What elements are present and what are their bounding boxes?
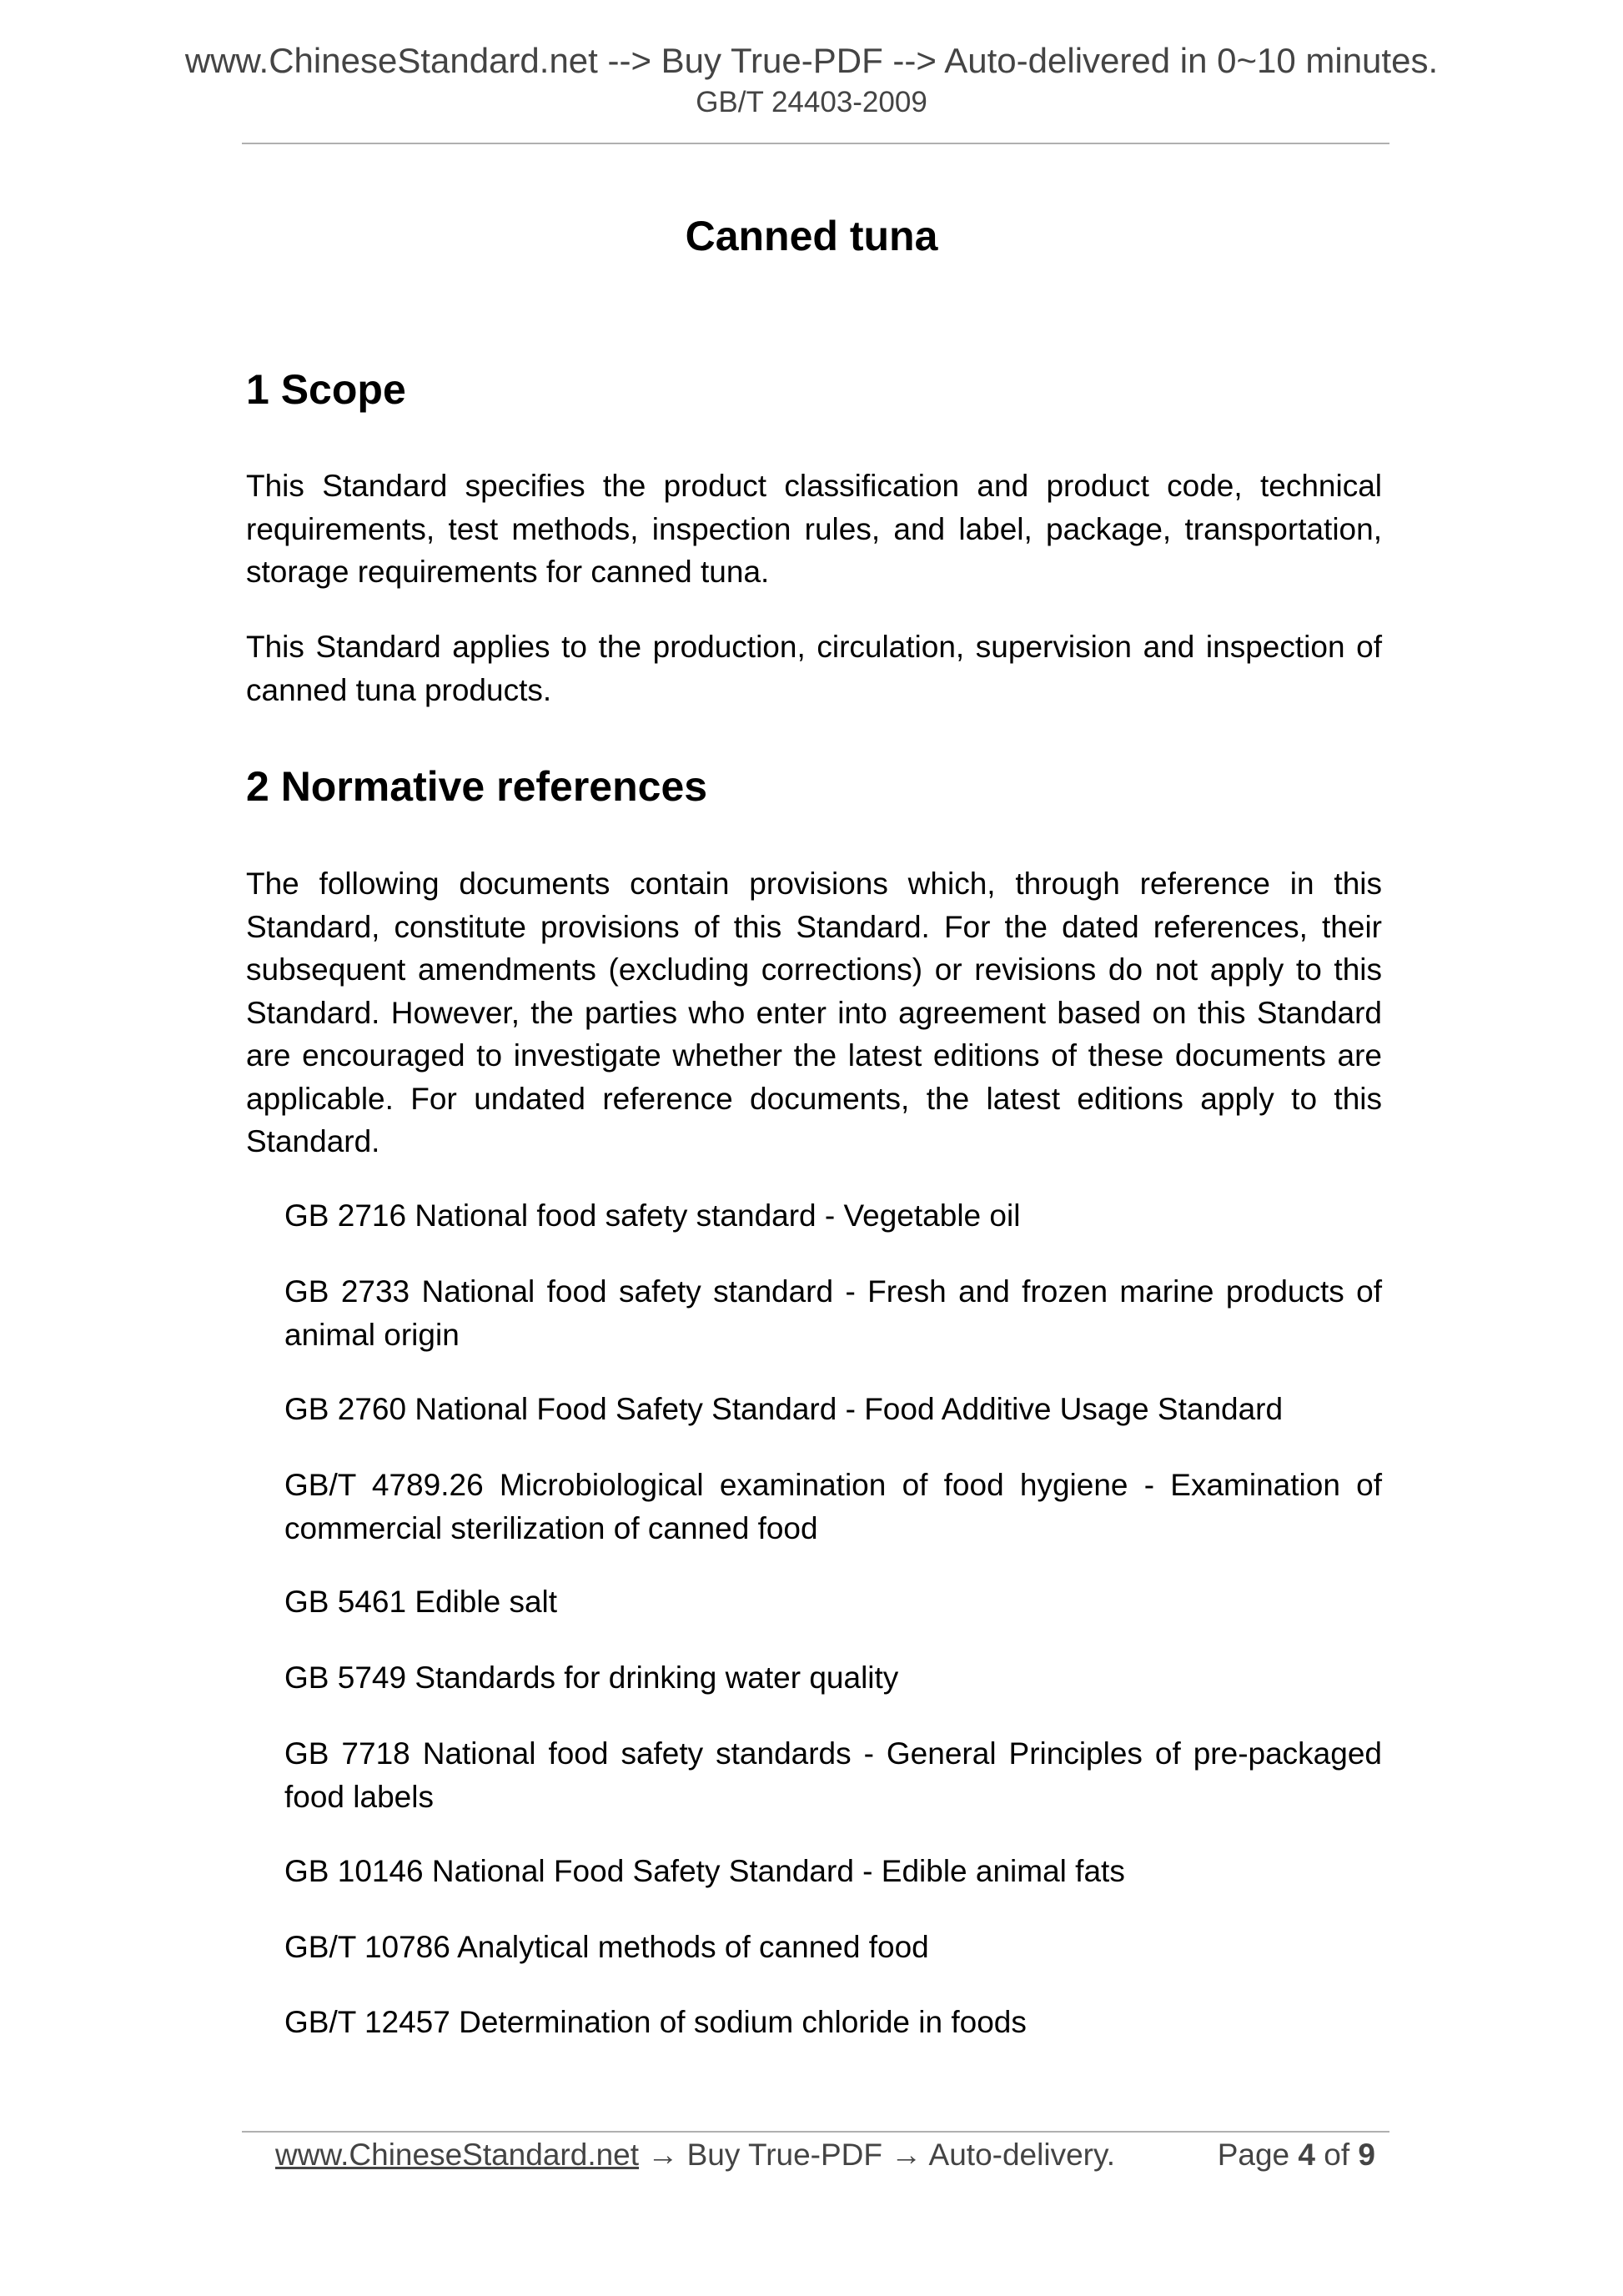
reference-item: GB 5749 Standards for drinking water quality <box>284 1660 899 1695</box>
page-label: Page <box>1217 2138 1290 2172</box>
page-total: 9 <box>1358 2138 1375 2172</box>
footer-divider <box>242 2131 1389 2133</box>
reference-item: GB 2716 National food safety standard - Vegetable oil <box>284 1198 1021 1233</box>
normative-references-intro: The following documents contain provisions which, through reference in this Standard, constitute provisions of this Standard. For the dated references, their subsequent amendments (excluding corrections) or revisions do not apply to this Standard. However, the parties who enter into agreement based on this Standard are encouraged to investigate whether the latest editions of these documents are applicable. For undated reference documents, the latest editions apply to this Standard. <box>246 867 1382 1158</box>
reference-item: GB/T 4789.26 Microbiological examination of food hygiene - Examination of commercial sterilization of canned food <box>284 1468 1382 1545</box>
arrow-right-icon: → <box>891 2138 922 2172</box>
reference-item: GB 2733 National food safety standard - Fresh and frozen marine products of animal origin <box>284 1274 1382 1352</box>
section-heading-scope: 1 Scope <box>246 366 406 413</box>
document-title: Canned tuna <box>685 213 938 259</box>
section-heading-normative-references: 2 Normative references <box>246 763 708 810</box>
reference-item: GB 10146 National Food Safety Standard - Edible animal fats <box>284 1854 1125 1888</box>
reference-item: GB/T 10786 Analytical methods of canned food <box>284 1930 929 1964</box>
page-number: 4 <box>1298 2138 1315 2172</box>
page-of-label: of <box>1324 2138 1350 2172</box>
scope-paragraph-1: This Standard specifies the product classification and product code, technical requirements, test methods, inspection rules, and label, package, transportation, storage requirements for canned tuna. <box>246 469 1382 589</box>
reference-item: GB/T 12457 Determination of sodium chloride in foods <box>284 2005 1027 2039</box>
reference-item: GB 5461 Edible salt <box>284 1585 558 1619</box>
header-doc-code: GB/T 24403-2009 <box>696 86 927 118</box>
header-banner: www.ChineseStandard.net --> Buy True-PDF --> Auto-delivered in 0~10 minutes. <box>184 41 1439 80</box>
scope-paragraph-2: This Standard applies to the production, circulation, supervision and inspection of canned tuna products. <box>246 630 1382 707</box>
reference-item: GB 7718 National food safety standards - General Principles of pre-packaged food labels <box>284 1736 1382 1814</box>
footer-promo <box>275 2137 1115 2173</box>
footer-site-link[interactable]: www.ChineseStandard.net <box>275 2138 640 2172</box>
footer-delivery-text: Auto-delivery. <box>928 2138 1116 2172</box>
arrow-right-icon: → <box>647 2138 679 2172</box>
footer-buy-text: Buy True-PDF <box>686 2138 883 2172</box>
reference-item: GB 2760 National Food Safety Standard - Food Additive Usage Standard <box>284 1392 1284 1426</box>
header-divider <box>242 143 1389 144</box>
page-indicator <box>1218 2137 1375 2173</box>
